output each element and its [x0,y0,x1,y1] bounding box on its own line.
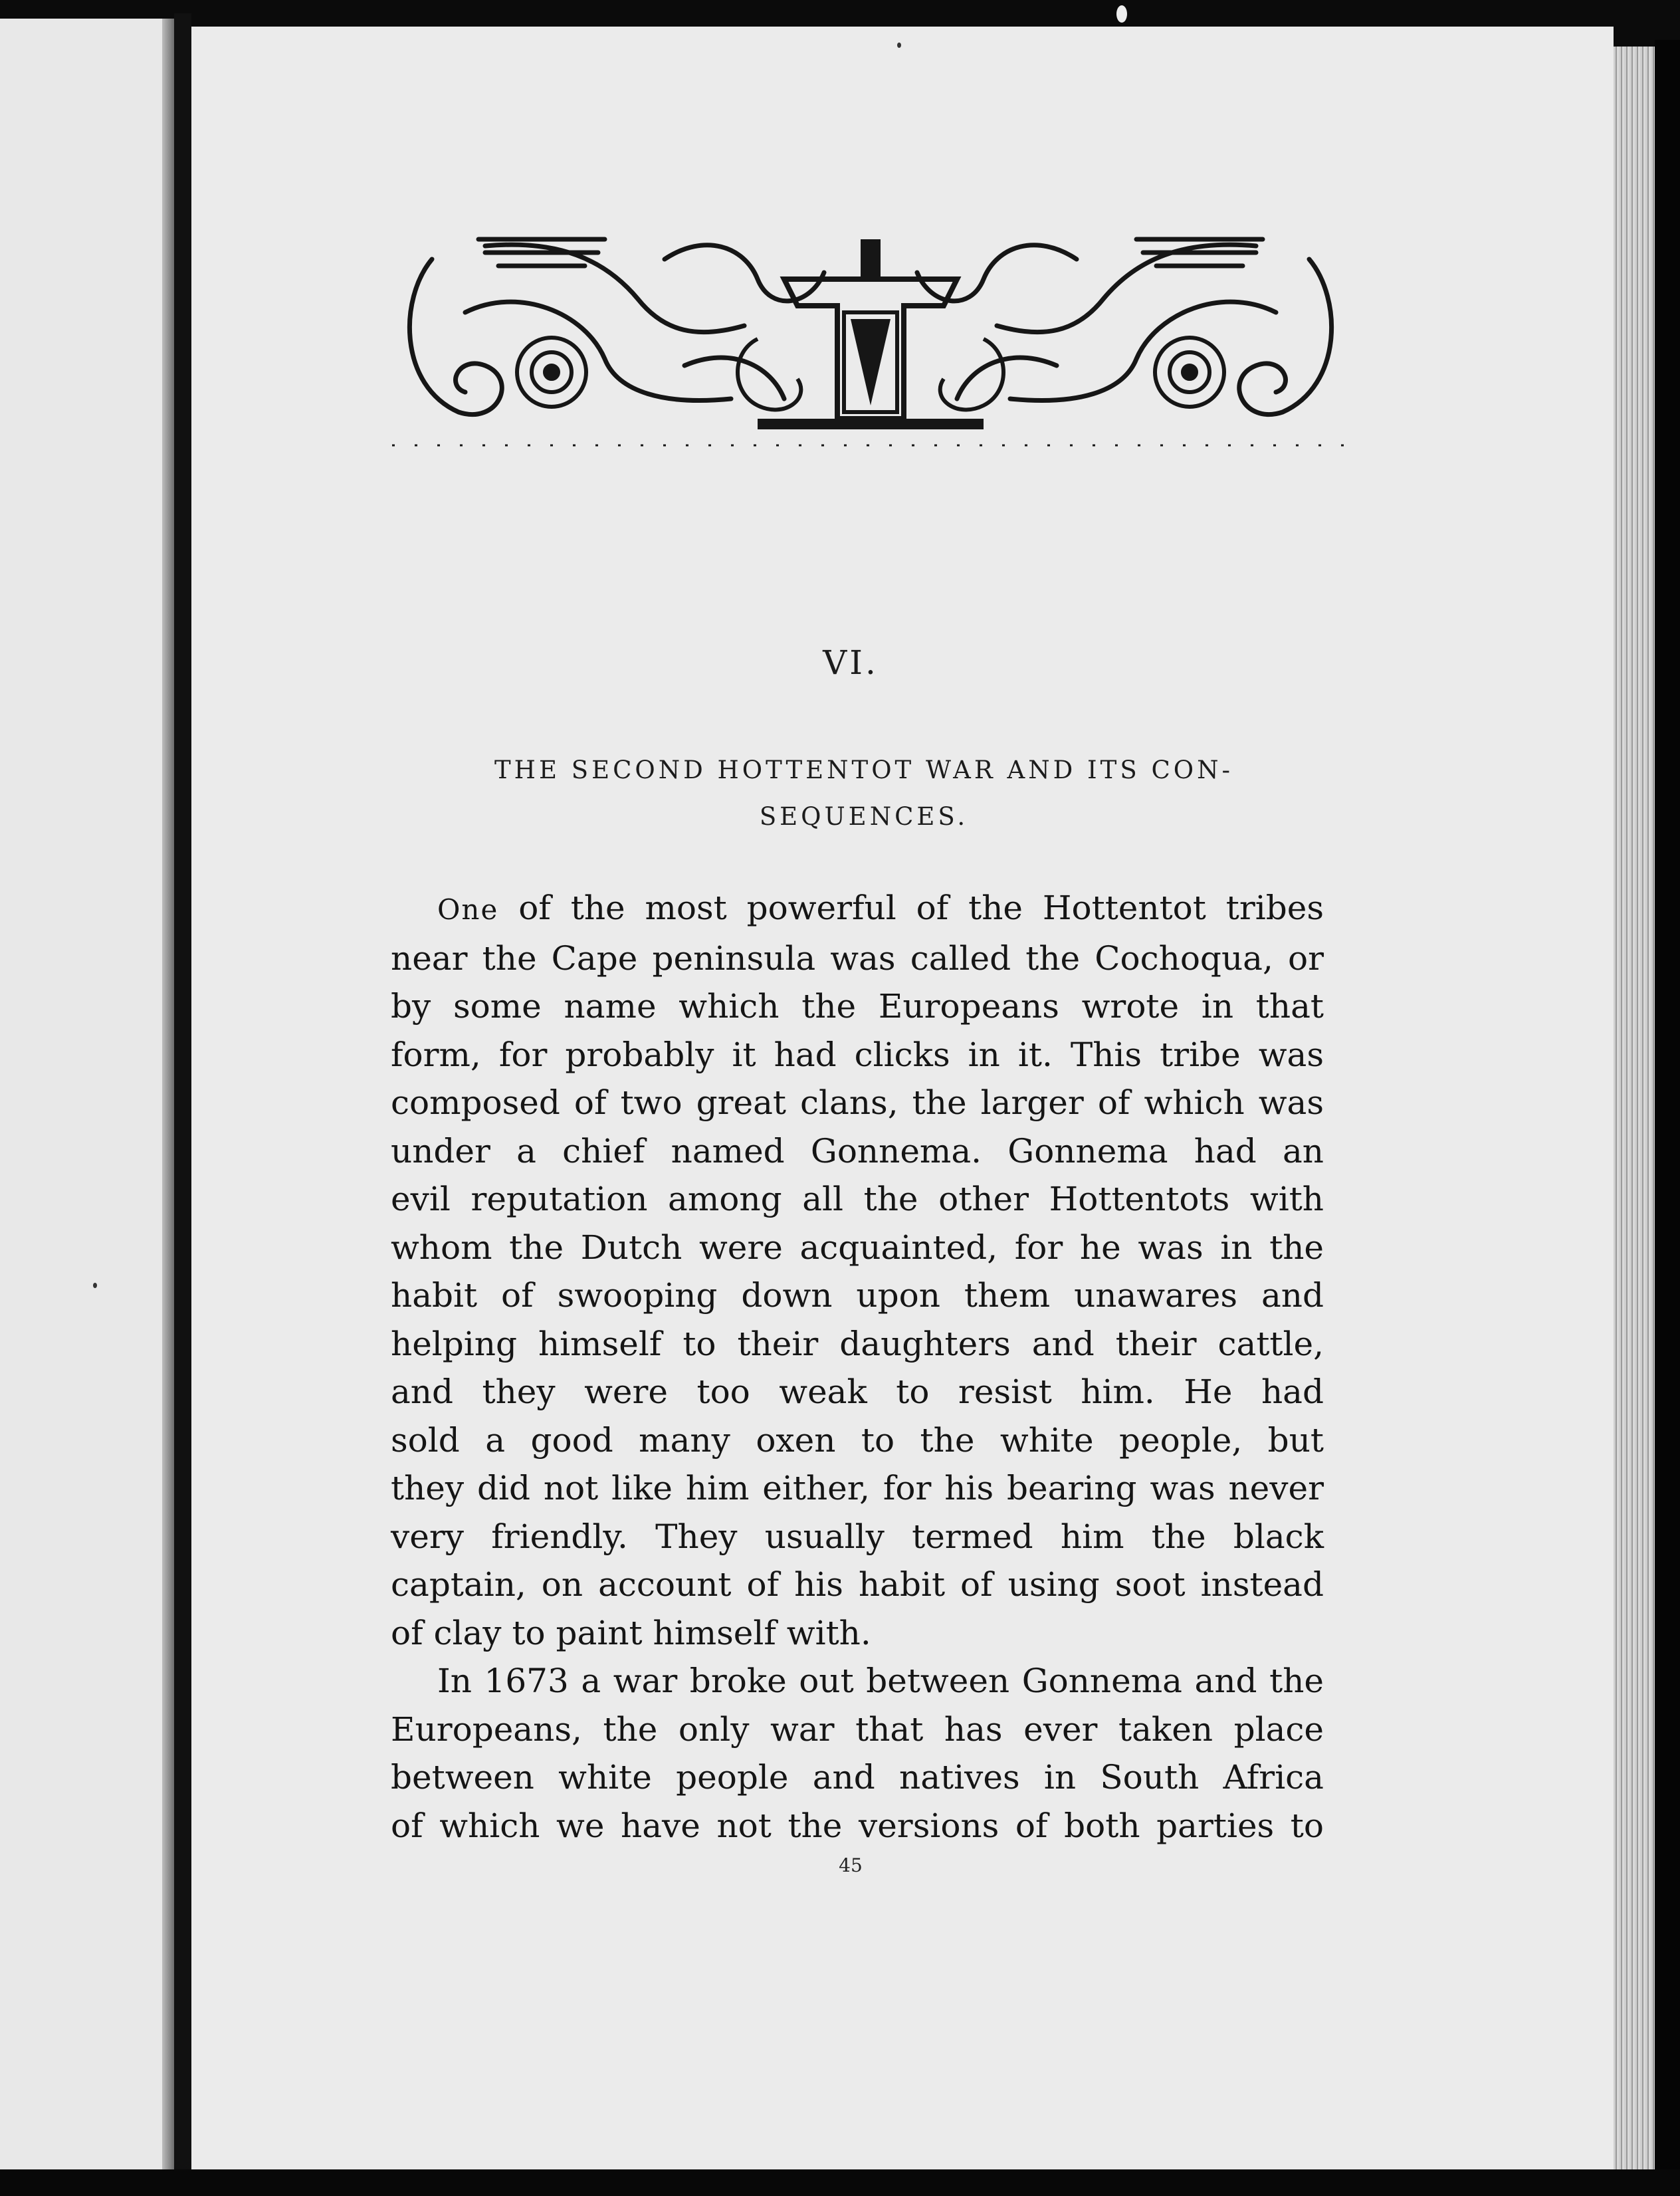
text-line: evil reputation among all the other Hottentots with [391,1180,1324,1218]
text-line: near the Cape peninsula was called the Cochoqua, or [391,938,1324,978]
text-line: between white people and natives in South Africa [391,1758,1324,1797]
text-line: very friendly. They usually termed him the black [391,1517,1324,1556]
paragraph-1 [391,884,1324,1657]
text-line: under a chief named Gonnema. Gonnema had an [391,1131,1324,1170]
paragraph-2 [391,1657,1324,1850]
text-line: helping himself to their daughters and their cattle, [391,1324,1324,1363]
page-number: 45 [839,1854,863,1876]
text-line: sold a good many oxen to the white people, but [391,1420,1324,1460]
text-line: composed of two great clans, the larger of which was [391,1083,1324,1122]
book-gutter [174,13,191,2173]
text-line: form, for probably it had clicks in it. This tribe was [391,1035,1324,1074]
text-line: One of the most powerful of the Hottentot tribes [437,889,1324,927]
facing-page [0,19,174,2169]
text-line: they did not like him either, for his bearing was never [391,1469,1324,1507]
text-line: captain, on account of his habit of using soot instead [391,1565,1324,1604]
chapter-title-line-1: THE SECOND HOTTENTOT WAR AND ITS CON- [494,756,1233,784]
chapter-title [425,747,1303,840]
text-line: of clay to paint himself with. [391,1613,871,1652]
chapter-number: VI. [823,643,879,682]
text-line: of which we have not the versions of both parties to [391,1806,1324,1845]
text-line: and they were too weak to resist him. He had [391,1372,1324,1411]
chapter-title-line-2: SEQUENCES. [759,802,969,831]
small-caps-lead: One [437,893,499,926]
ornamental-headpiece [385,219,1356,459]
text-line: In 1673 a war broke out between Gonnema and the [437,1662,1324,1700]
text-line: habit of swooping down upon them unawares and [391,1276,1324,1315]
text-line: Europeans, the only war that has ever taken place [391,1709,1324,1749]
page-edges [1614,47,1655,2173]
body-text [391,884,1324,1850]
text-line: whom the Dutch were acquainted, for he was in the [391,1228,1324,1267]
text-line: by some name which the Europeans wrote in that [391,987,1324,1026]
